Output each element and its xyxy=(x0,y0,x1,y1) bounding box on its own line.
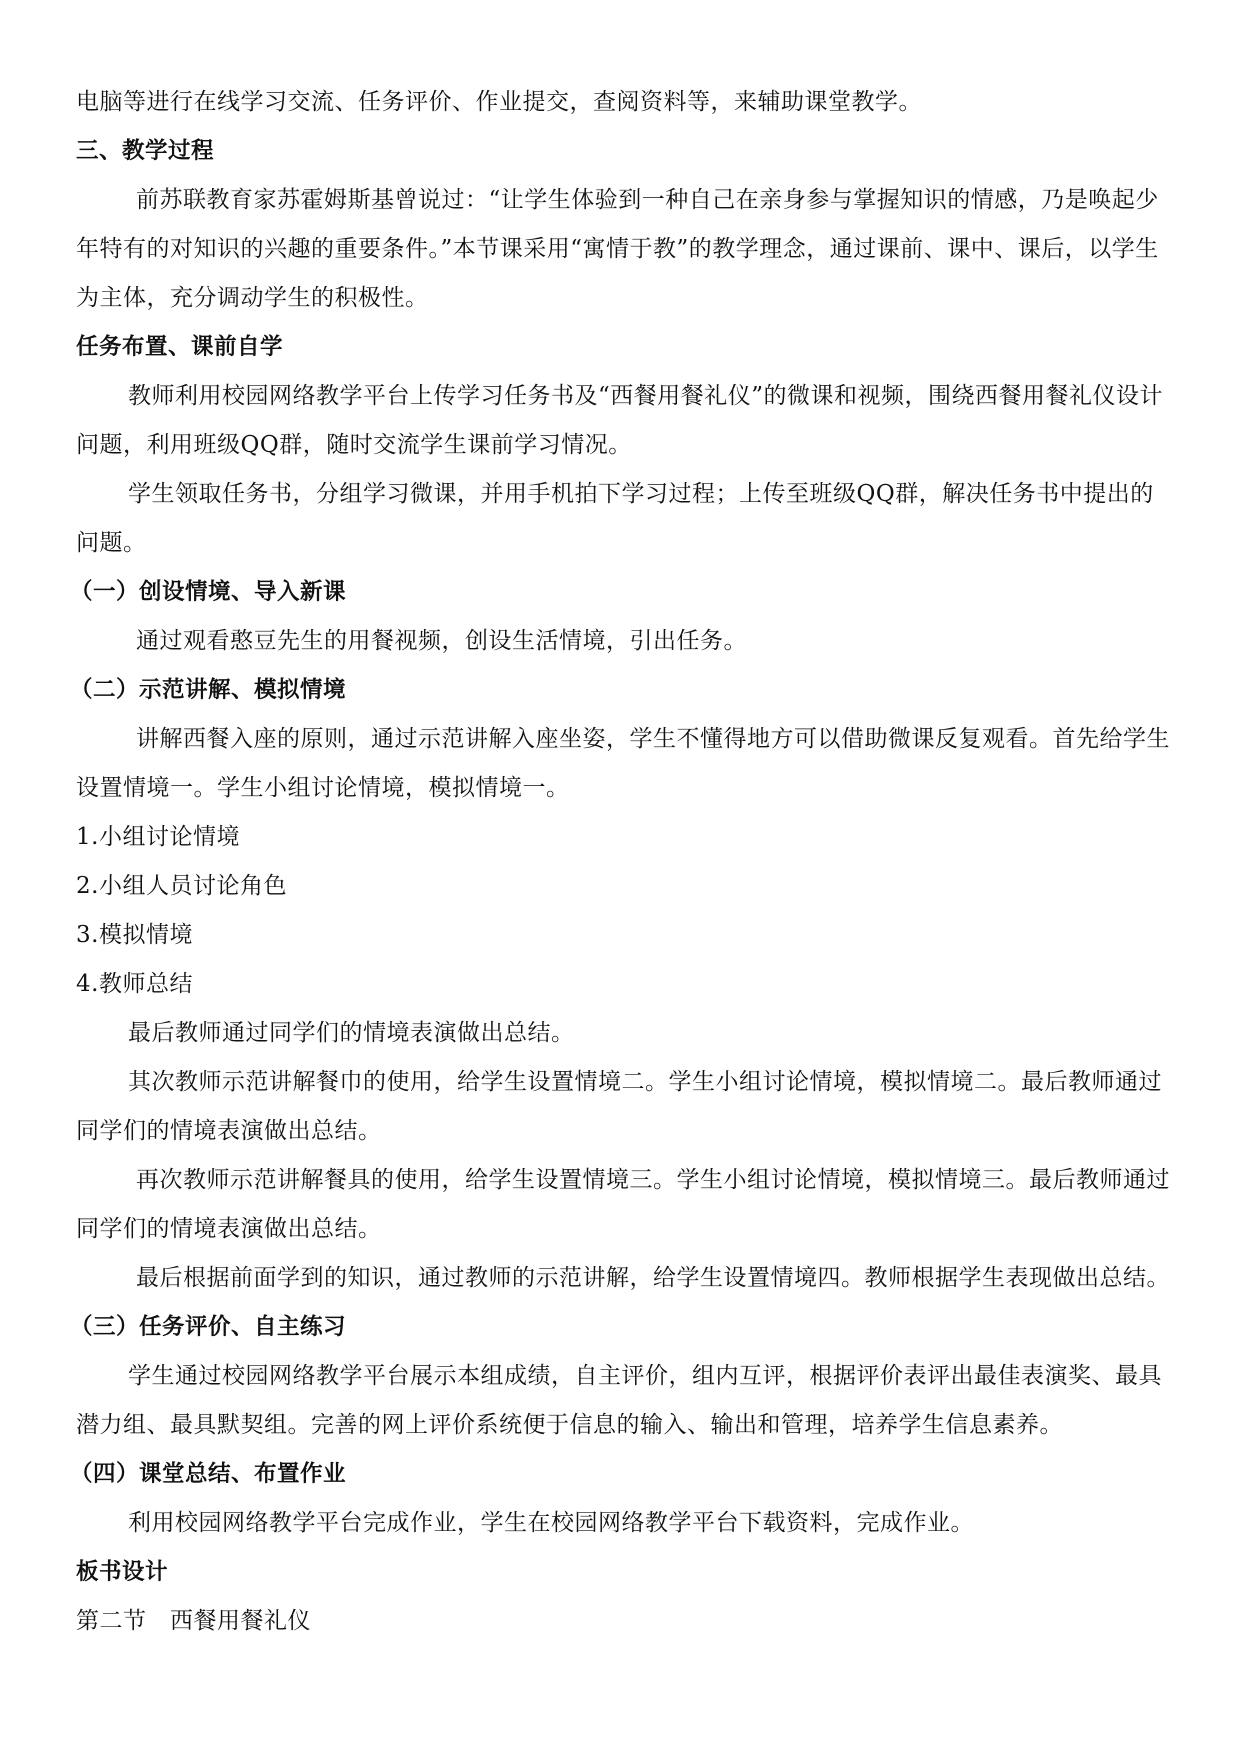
subsection-heading: （三）任务评价、自主练习 xyxy=(70,1314,347,1340)
body-paragraph: 讲解西餐入座的原则，通过示范讲解入座坐姿，学生不懂得地方可以借助微课反复观看。首先给学生设置情境一。学生小组讨论情境，模拟情境一。 xyxy=(76,726,1170,801)
subsection-heading: （四）课堂总结、布置作业 xyxy=(70,1461,347,1487)
body-paragraph: 电脑等进行在线学习交流、任务评价、作业提交，查阅资料等，来辅助课堂教学。 xyxy=(76,89,922,115)
body-paragraph: 学生领取任务书，分组学习微课，并用手机拍下学习过程；上传至班级QQ群，解决任务书中提出的问题。 xyxy=(76,481,1154,556)
section-heading: 任务布置、课前自学 xyxy=(76,334,284,360)
body-paragraph: 通过观看憨豆先生的用餐视频，创设生活情境，引出任务。 xyxy=(136,628,747,654)
document-page xyxy=(70,78,1176,1646)
list-item: 1.小组讨论情境 xyxy=(76,824,240,850)
body-paragraph: 前苏联教育家苏霍姆斯基曾说过：“让学生体验到一种自己在亲身参与掌握知识的情感，乃是唤起少年特有的对知识的兴趣的重要条件。”本节课采用“寓情于教”的教学理念，通过课前、课中、课后，以学生为主体，充分调动学生的积极性。 xyxy=(76,187,1159,311)
section-heading: 三、教学过程 xyxy=(76,138,215,164)
section-heading: 板书设计 xyxy=(76,1559,169,1585)
body-paragraph: 教师利用校园网络教学平台上传学习任务书及“西餐用餐礼仪”的微课和视频，围绕西餐用餐礼仪设计问题，利用班级QQ群，随时交流学生课前学习情况。 xyxy=(76,383,1164,458)
list-item: 2.小组人员讨论角色 xyxy=(76,873,287,899)
body-paragraph: 最后教师通过同学们的情境表演做出总结。 xyxy=(128,1020,575,1046)
list-item: 3.模拟情境 xyxy=(76,922,193,948)
list-item: 4.教师总结 xyxy=(76,971,193,997)
body-paragraph: 利用校园网络教学平台完成作业，学生在校园网络教学平台下载资料，完成作业。 xyxy=(128,1510,974,1536)
body-paragraph: 第二节 西餐用餐礼仪 xyxy=(76,1608,311,1634)
body-paragraph: 学生通过校园网络教学平台展示本组成绩，自主评价，组内互评，根据评价表评出最佳表演奖、最具潜力组、最具默契组。完善的网上评价系统便于信息的输入、输出和管理，培养学生信息素养。 xyxy=(76,1363,1162,1438)
subsection-heading: （二）示范讲解、模拟情境 xyxy=(70,677,347,703)
subsection-heading: （一）创设情境、导入新课 xyxy=(70,579,347,605)
body-paragraph: 其次教师示范讲解餐巾的使用，给学生设置情境二。学生小组讨论情境，模拟情境二。最后教师通过同学们的情境表演做出总结。 xyxy=(76,1069,1162,1144)
body-paragraph: 最后根据前面学到的知识，通过教师的示范讲解，给学生设置情境四。教师根据学生表现做出总结。 xyxy=(136,1265,1170,1291)
body-paragraph: 再次教师示范讲解餐具的使用，给学生设置情境三。学生小组讨论情境，模拟情境三。最后教师通过同学们的情境表演做出总结。 xyxy=(76,1167,1170,1242)
